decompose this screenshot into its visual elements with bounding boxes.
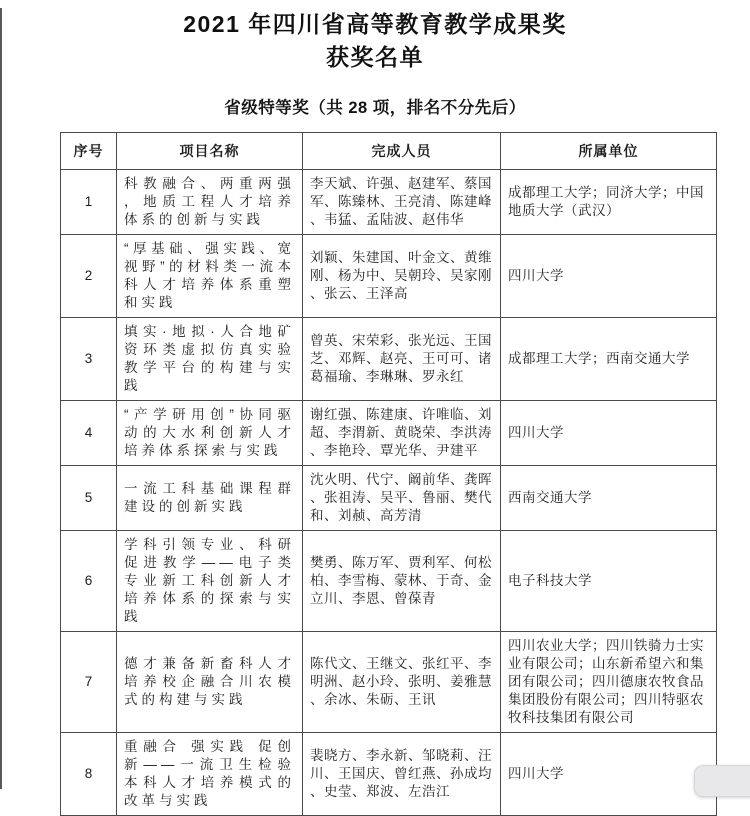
cell-people: 刘颖、朱建国、叶金文、黄维刚、杨为中、吴朝玲、吴家刚、张云、王泽高 [303, 235, 501, 318]
cell-index: 4 [61, 401, 117, 466]
table-row [61, 632, 717, 733]
cell-project-name: 德才兼备新畜科人才培养校企融合川农模式的构建与实践 [117, 632, 303, 733]
cell-organization: 西南交通大学 [501, 466, 717, 531]
col-header-project-name: 项目名称 [117, 133, 303, 170]
cell-people: 曾英、宋荣彩、张光远、王国芝、邓辉、赵亮、王可可、诸葛福瑜、李琳琳、罗永红 [303, 318, 501, 401]
cell-organization: 四川农业大学；四川铁骑力士实业有限公司；山东新希望六和集团有限公司；四川德康农牧食品集团股份有限公司；四川特驱农牧科技集团有限公司 [501, 632, 717, 733]
cell-index: 7 [61, 632, 117, 733]
table-row [61, 318, 717, 401]
doc-title [30, 8, 720, 74]
table-row [61, 733, 717, 816]
cell-index: 6 [61, 531, 117, 632]
doc-title-line2: 获奖名单 [326, 44, 424, 70]
doc-title-line1: 2021 年四川省高等教育教学成果奖 [183, 11, 567, 37]
table-row [61, 466, 717, 531]
cell-people: 李天斌、许强、赵建军、蔡国军、陈臻林、王亮清、陈建峰、韦猛、孟陆波、赵伟华 [303, 170, 501, 235]
cell-organization: 四川大学 [501, 235, 717, 318]
cell-project-name: 科教融合、两重两强，地质工程人才培养体系的创新与实践 [117, 170, 303, 235]
col-header-organization: 所属单位 [501, 133, 717, 170]
cell-organization: 四川大学 [501, 401, 717, 466]
col-header-index: 序号 [61, 133, 117, 170]
cell-project-name: 学科引领专业、科研促进教学——电子类专业新工科创新人才培养体系的探索与实践 [117, 531, 303, 632]
cell-people: 裴晓方、李永新、邹晓莉、汪川、王国庆、曾红燕、孙成均、史莹、郑波、左浩江 [303, 733, 501, 816]
cell-index: 1 [61, 170, 117, 235]
scan-edge-artifact [0, 8, 2, 789]
cell-index: 8 [61, 733, 117, 816]
cell-project-name: 一流工科基础课程群建设的创新实践 [117, 466, 303, 531]
table-row [61, 531, 717, 632]
cell-project-name: 重融合 强实践 促创新——一流卫生检验本科人才培养模式的改革与实践 [117, 733, 303, 816]
cell-index: 5 [61, 466, 117, 531]
cell-index: 3 [61, 318, 117, 401]
cell-index: 2 [61, 235, 117, 318]
cell-organization: 电子科技大学 [501, 531, 717, 632]
cell-project-name: 填实·地拟·人合地矿资环类虚拟仿真实验教学平台的构建与实践 [117, 318, 303, 401]
table-row [61, 170, 717, 235]
cell-project-name: “产学研用创”协同驱动的大水利创新人才培养体系探索与实践 [117, 401, 303, 466]
table-row [61, 235, 717, 318]
header-row [61, 133, 717, 170]
col-header-people: 完成人员 [303, 133, 501, 170]
awards-table [60, 132, 717, 816]
cell-project-name: “厚基础、强实践、宽视野”的材料类一流本科人才培养体系重塑和实践 [117, 235, 303, 318]
cell-people: 樊勇、陈万军、贾利军、何松柏、李雪梅、蒙林、于奇、金立川、李恩、曾葆青 [303, 531, 501, 632]
cell-people: 沈火明、代宁、阚前华、龚晖、张祖涛、吴平、鲁丽、樊代和、刘赪、高芳清 [303, 466, 501, 531]
cell-people: 谢红强、陈建康、许唯临、刘超、李渭新、黄晓荣、李洪涛、李艳玲、覃光华、尹建平 [303, 401, 501, 466]
cell-people: 陈代文、王继文、张红平、李明洲、赵小玲、张明、姜雅慧、余冰、朱砺、王讯 [303, 632, 501, 733]
cell-organization: 成都理工大学；同济大学；中国地质大学（武汉） [501, 170, 717, 235]
table-row [61, 401, 717, 466]
cell-organization: 成都理工大学；西南交通大学 [501, 318, 717, 401]
section-subtitle: 省级特等奖（共 28 项，排名不分先后） [224, 99, 526, 117]
awards-table-body [61, 170, 717, 816]
floating-widget-button[interactable] [694, 765, 750, 797]
awards-table-header [61, 133, 717, 170]
cell-organization: 四川大学 [501, 733, 717, 816]
